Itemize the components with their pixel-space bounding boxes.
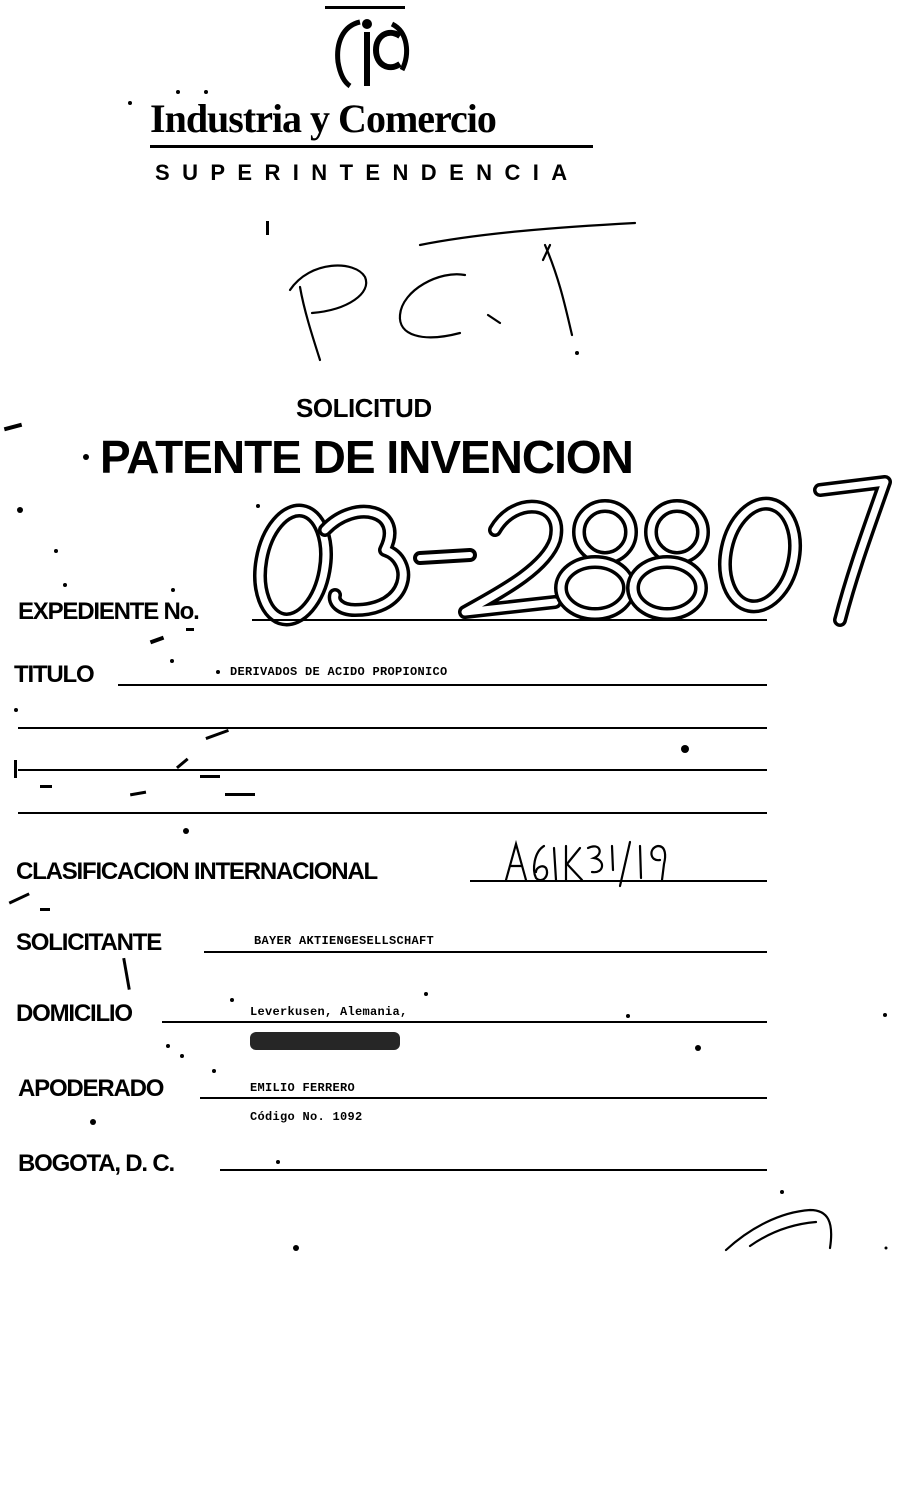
domicilio-value: Leverkusen, Alemania, xyxy=(250,1005,408,1019)
handwritten-expediente-number xyxy=(245,470,895,630)
titulo-value: DERIVADOS DE ACIDO PROPIONICO xyxy=(230,665,448,679)
apoderado-value: EMILIO FERRERO xyxy=(250,1081,356,1095)
bogota-line xyxy=(220,1169,767,1171)
clasificacion-label: CLASIFICACION INTERNACIONAL xyxy=(16,858,377,885)
solicitante-value: BAYER AKTIENGESELLSCHAFT xyxy=(254,934,435,948)
codigo-value: Código No. 1092 xyxy=(250,1110,363,1124)
titulo-label: TITULO xyxy=(14,661,94,688)
solicitante-label: SOLICITANTE xyxy=(16,929,162,956)
organization-subtitle: SUPERINTENDENCIA xyxy=(155,160,580,185)
titulo-line-2 xyxy=(18,727,767,729)
clasificacion-line xyxy=(470,880,767,882)
apoderado-label: APODERADO xyxy=(18,1075,164,1102)
bogota-label: BOGOTA, D. C. xyxy=(18,1150,174,1177)
organization-name: Industria y Comercio xyxy=(150,96,496,141)
titulo-line-1 xyxy=(118,684,767,686)
header-rule xyxy=(150,145,593,148)
expediente-label: EXPEDIENTE No. xyxy=(18,598,199,625)
signature-scribble xyxy=(720,1200,840,1260)
domicilio-label: DOMICILIO xyxy=(16,1000,132,1027)
solicitud-heading: SOLICITUD xyxy=(296,393,432,423)
solicitante-line xyxy=(204,951,767,953)
expediente-line xyxy=(252,619,767,621)
titulo-line-4 xyxy=(18,812,767,814)
handwritten-pct xyxy=(260,215,640,365)
apoderado-line xyxy=(200,1097,767,1099)
sic-logo-icon xyxy=(330,14,414,90)
document-title: PATENTE DE INVENCION xyxy=(100,431,633,483)
domicilio-line xyxy=(162,1021,767,1023)
titulo-line-3 xyxy=(18,769,767,771)
